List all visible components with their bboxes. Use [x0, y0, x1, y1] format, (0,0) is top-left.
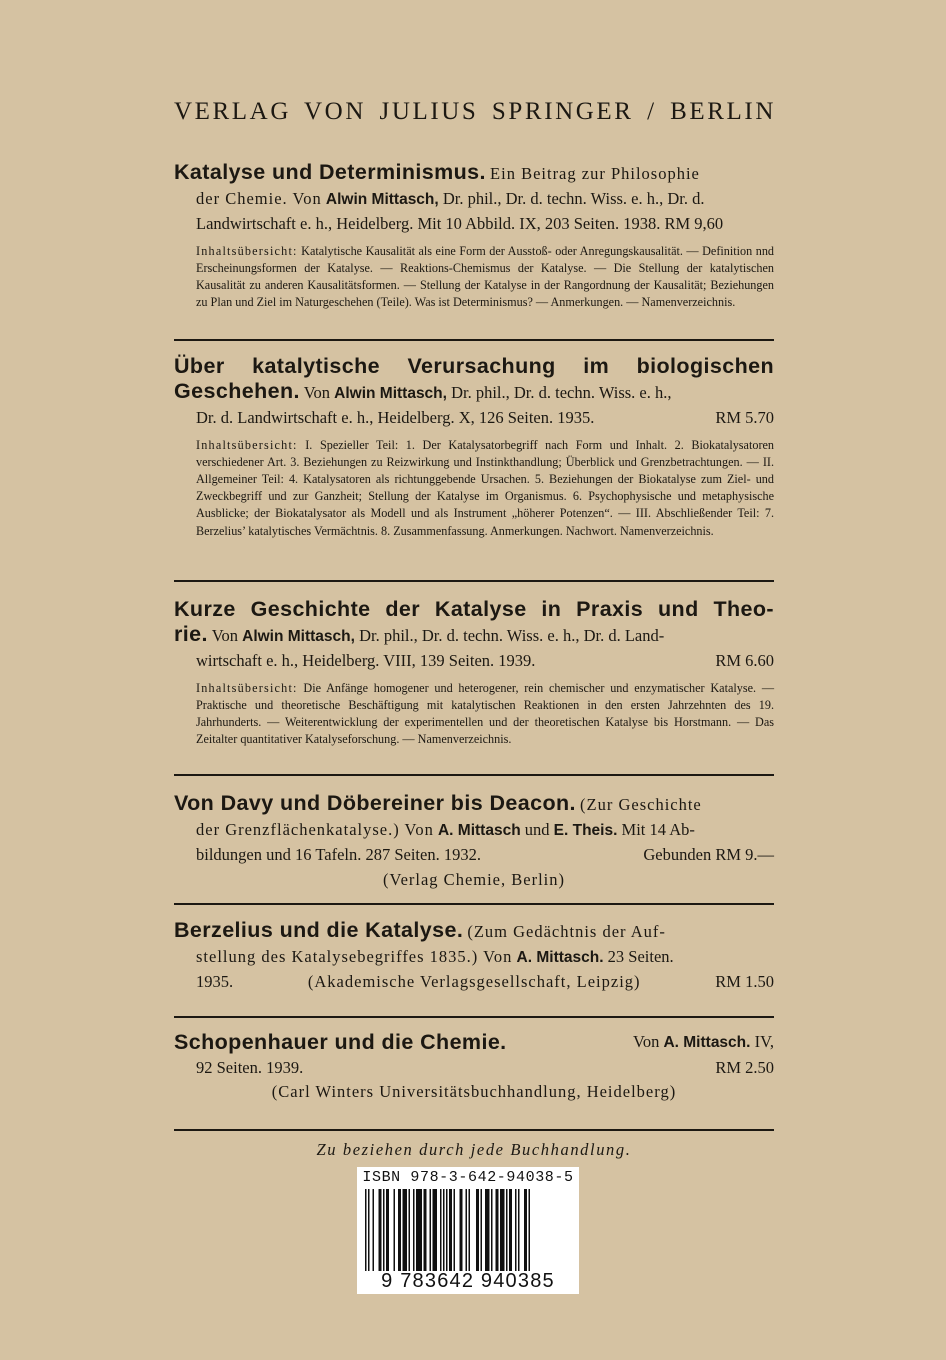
- barcode-bar: [386, 1189, 389, 1271]
- entry-line: [174, 945, 774, 971]
- entry-text: der Grenzflächenkatalyse.) Von: [196, 819, 434, 839]
- barcode-bar: [469, 1189, 471, 1271]
- contents-summary: [174, 437, 774, 540]
- entry-line: [174, 160, 774, 187]
- entry-text: Dr. phil., Dr. d. techn. Wiss. e. h., Dr. d.: [442, 188, 705, 208]
- entry-text: Dr. d. Landwirtschaft e. h., Heidelberg. X, 126 Seiten. 1935.: [196, 408, 595, 427]
- entry-line: [174, 818, 774, 844]
- entry-text: stellung des Katalysebegriffes 1835.) Von: [196, 946, 513, 966]
- barcode-bar: [476, 1189, 479, 1271]
- barcode-bar: [413, 1189, 415, 1271]
- barcode-bar: [529, 1189, 531, 1271]
- entry-text: bildungen und 16 Tafeln. 287 Seiten. 1932.: [196, 845, 481, 864]
- ean-number: 9 783642 940385: [381, 1270, 555, 1292]
- entry-text: der Chemie. Von: [196, 188, 322, 208]
- barcode-bar: [383, 1189, 385, 1271]
- barcode-bar: [430, 1189, 432, 1271]
- book-title: Über katalytische Verursachung im biologischen: [174, 354, 774, 378]
- book-subtitle: (Zur Geschichte: [580, 795, 702, 814]
- author-name: A. Mittasch.: [516, 948, 604, 966]
- order-note: Zu beziehen durch jede Buchhandlung.: [316, 1140, 632, 1159]
- barcode-bar: [398, 1189, 401, 1271]
- entry-line: [174, 970, 774, 995]
- entry-line: [174, 791, 774, 818]
- entry-text: Dr. phil., Dr. d. techn. Wiss. e. h., Dr. d. Land-: [359, 625, 665, 645]
- publisher-note: (Verlag Chemie, Berlin): [383, 869, 565, 889]
- entry-text: Von: [211, 625, 238, 645]
- entry-line: Landwirtschaft e. h., Heidelberg. Mit 10 Abbild. IX, 203 Seiten. 1938. RM 9,60: [196, 214, 724, 233]
- author-name: A. Mittasch.: [663, 1034, 751, 1051]
- entry-line: [174, 1056, 774, 1081]
- entry-line: [174, 622, 774, 650]
- author-name: A. Mittasch: [437, 821, 521, 839]
- entry-line: [174, 918, 774, 945]
- barcode-bar: [365, 1189, 367, 1271]
- isbn-barcode: [357, 1167, 579, 1294]
- barcode-bar: [394, 1189, 396, 1271]
- summary-label: Inhaltsübersicht:: [196, 680, 298, 695]
- barcode-bar: [515, 1189, 517, 1271]
- entry-text: 23 Seiten.: [607, 946, 674, 966]
- entry-line: [174, 406, 774, 431]
- publisher-note: (Carl Winters Universitätsbuchhandlung, Heidelberg): [271, 1082, 677, 1101]
- book-entry-schopenhauer: [174, 1030, 774, 1105]
- barcode-bar: [518, 1189, 520, 1271]
- entry-line: [174, 1030, 774, 1056]
- author-name: E. Theis.: [553, 821, 618, 839]
- price: RM 1.50: [715, 972, 774, 991]
- barcode-bar: [460, 1189, 463, 1271]
- contents-summary: [174, 243, 774, 312]
- divider: [174, 1016, 774, 1018]
- author-name: Alwin Mittasch,: [325, 190, 439, 208]
- entry-text: Dr. phil., Dr. d. techn. Wiss. e. h.,: [451, 382, 672, 402]
- book-entry-katalyse-determinismus: [174, 160, 774, 311]
- entry-text: Von: [303, 382, 331, 402]
- barcode-bar: [496, 1189, 499, 1271]
- book-entry-davy-doebereiner: [174, 791, 774, 892]
- entry-text: 92 Seiten. 1939.: [196, 1057, 304, 1077]
- entry-line: [174, 843, 774, 868]
- summary-text: I. Spezieller Teil: 1. Der Katalysatorbegriff nach Form und Inhalt. 2. Biokatalysatoren verschiedener Art. 3. Beziehungen zu Reizwirkung und Instinkthandlung; Überblick und Grenzbetrachtungen. — II. Allgemeiner Teil: 4. Katalysatoren als richtunggebende Ursachen. 5. Beziehungen der Biokatalyse zum Ziel- und Zweckbegriff und zur Ganzheit; Stellung der Katalyse im Organismus. 6. Psychophysische und metaphysische Ausblicke; der Biokatalysator als Modell und als Instrument „höherer Potenzen“. — III. Abschließender Teil: 7. Berzelius’ katalytisches Vermächtnis. 8. Zusammenfassung. Anmerkungen. Nachwort. Namenverzeichnis.: [196, 437, 775, 538]
- summary-label: Inhaltsübersicht:: [196, 437, 298, 452]
- entry-text: 1935.: [196, 972, 234, 991]
- summary-text: Die Anfänge homogener und heterogener, rein chemischer und enzymatischer Katalyse. — Praktische und theoretische Beschäftigung mit katalytischen Reaktionen in den ersten Jahrzehnten des 19. Jahrhunderts. — Weiterentwicklung der experimentellen und der theoretischen Katalyse bis Horstmann. — Das Zeitalter quantitativer Katalyseforschung. — Namenverzeichnis.: [196, 680, 775, 747]
- divider: [174, 774, 774, 776]
- isbn-number: ISBN 978-3-642-94038-5: [362, 1169, 574, 1186]
- entry-text: Von: [633, 1032, 660, 1051]
- book-title-cont: rie.: [174, 621, 208, 646]
- summary-text: Katalytische Kausalität als eine Form der Ausstoß- oder Anregungskausalität. — Definition nnd Erscheinungsformen der Katalyse. — Reaktions-Chemismus der Katalyse. — Die Stellung der katalytischen Kausalität zu anderen Kausalitätsformen. — Stellung der Katalyse in der Rangordnung der Kausalität; Beziehungen zu Plan und Ziel im Naturgeschehen (Teile). Was ist Determinismus? — Anmerkungen. — Namenverzeichnis.: [196, 243, 775, 310]
- barcode-bar: [466, 1189, 468, 1271]
- publisher-note: (Akademische Verlagsgesellschaft, Leipzig): [307, 972, 641, 991]
- barcode-bar: [424, 1189, 427, 1271]
- price: RM 6.60: [715, 651, 774, 670]
- barcode-bar: [379, 1189, 382, 1271]
- book-title: Berzelius und die Katalyse.: [174, 918, 464, 942]
- contents-summary: [174, 680, 774, 749]
- divider: [174, 903, 774, 905]
- barcode-bar: [449, 1189, 452, 1271]
- entry-line: [174, 187, 774, 213]
- price: RM 5.70: [715, 408, 774, 427]
- book-entry-kurze-geschichte: [174, 597, 774, 748]
- entry-text: und: [524, 819, 550, 839]
- barcode-bar: [416, 1189, 422, 1271]
- barcode-bar: [403, 1189, 408, 1271]
- barcode-bar: [443, 1189, 445, 1271]
- barcode-bar: [485, 1189, 490, 1271]
- barcode-bar: [368, 1189, 370, 1271]
- book-title: Katalyse und Determinismus.: [174, 160, 486, 184]
- book-subtitle: Ein Beitrag zur Philosophie: [490, 164, 700, 183]
- entry-line: [174, 379, 774, 407]
- barcode-bar: [409, 1189, 411, 1271]
- barcode-bar: [373, 1189, 375, 1271]
- book-title-cont: Geschehen.: [174, 378, 300, 403]
- entry-line: [174, 649, 774, 674]
- divider: [174, 580, 774, 582]
- publisher-header: VERLAG VON JULIUS SPRINGER / BERLIN: [174, 98, 776, 125]
- book-entry-berzelius: [174, 918, 774, 995]
- barcode-bar: [454, 1189, 456, 1271]
- summary-label: Inhaltsübersicht:: [196, 243, 298, 258]
- entry-text: Mit 14 Ab-: [621, 819, 695, 839]
- book-entry-katalytische-verursachung: [174, 354, 774, 540]
- author-name: Alwin Mittasch,: [334, 384, 447, 402]
- entry-text: wirtschaft e. h., Heidelberg. VIII, 139 Seiten. 1939.: [196, 651, 536, 670]
- barcode-bar: [433, 1189, 438, 1271]
- barcode-bar: [481, 1189, 483, 1271]
- barcode-bar: [500, 1189, 505, 1271]
- price: RM 2.50: [715, 1057, 774, 1077]
- barcode-bar: [440, 1189, 442, 1271]
- book-title: Kurze Geschichte der Katalyse in Praxis und Theo-: [174, 597, 774, 621]
- book-subtitle: (Zum Gedächtnis der Auf-: [467, 922, 666, 941]
- divider: [174, 339, 774, 341]
- barcode-bar: [506, 1189, 508, 1271]
- barcode-bar: [491, 1189, 493, 1271]
- barcode-bar: [509, 1189, 512, 1271]
- entry-text: IV,: [754, 1032, 774, 1051]
- barcode-bars: [361, 1189, 575, 1271]
- barcode-bar: [446, 1189, 448, 1271]
- author-name: Alwin Mittasch,: [242, 627, 355, 645]
- price: Gebunden RM 9.—: [643, 845, 774, 864]
- divider: [174, 1129, 774, 1131]
- barcode-bar: [524, 1189, 527, 1271]
- book-title: Von Davy und Döbereiner bis Deacon.: [174, 791, 576, 815]
- book-title: Schopenhauer und die Chemie.: [174, 1030, 507, 1054]
